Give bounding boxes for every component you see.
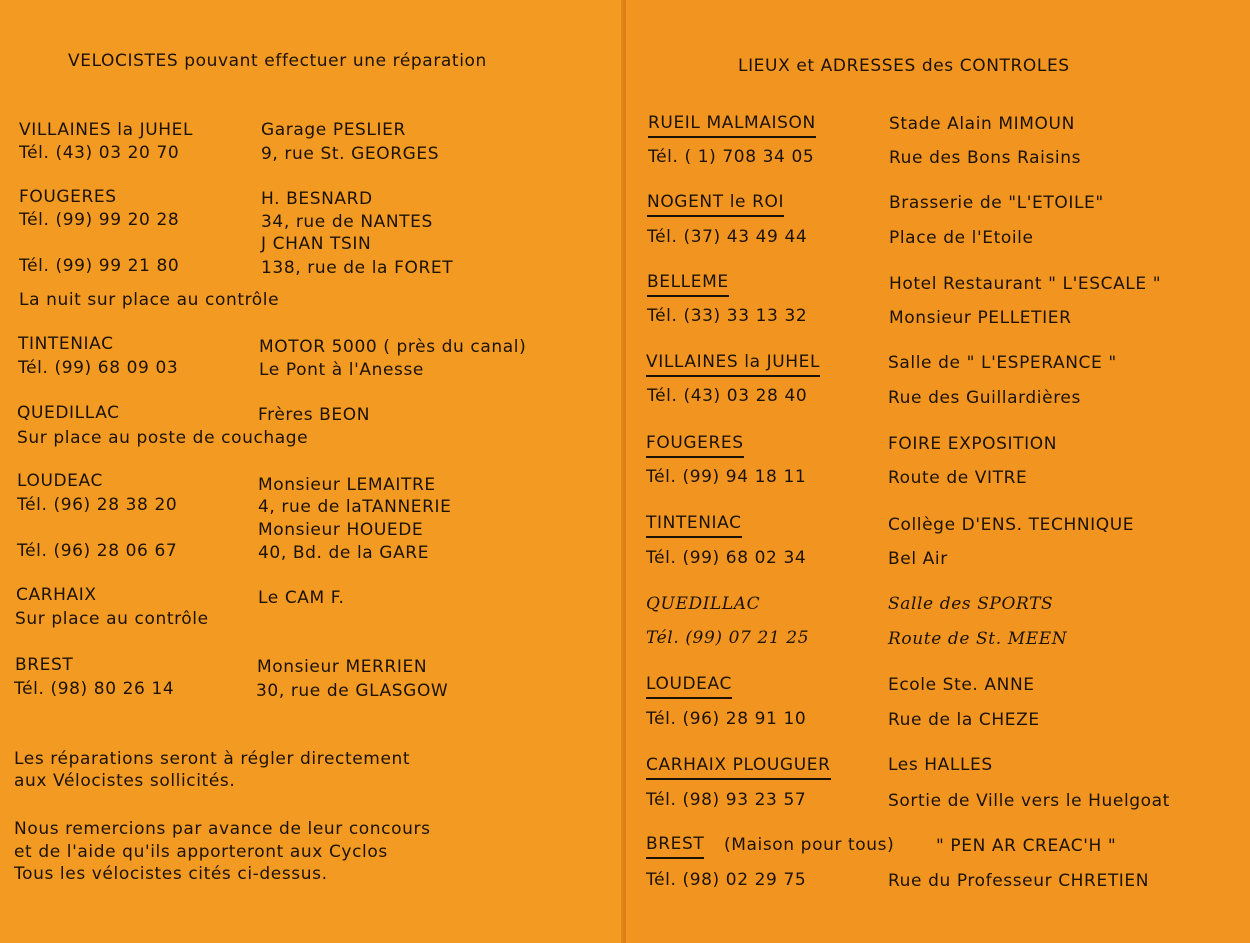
control-phone: Tél. (99) 94 18 11 xyxy=(646,467,807,487)
repairer-name: H. BESNARD xyxy=(261,189,373,209)
control-address: Route de VITRE xyxy=(888,468,1028,488)
control-place: Salle des SPORTS xyxy=(888,594,1054,614)
control-town: FOUGERES xyxy=(646,433,744,458)
control-place: Stade Alain MIMOUN xyxy=(889,114,1075,134)
control-phone: Tél. (33) 33 13 32 xyxy=(647,306,808,326)
control-town: NOGENT le ROI xyxy=(647,192,784,217)
control-place: " PEN AR CREAC'H " xyxy=(936,836,1117,856)
control-place: Ecole Ste. ANNE xyxy=(888,675,1035,695)
repairer-phone: Tél. (43) 03 20 70 xyxy=(19,143,180,163)
control-phone: Tél. (43) 03 28 40 xyxy=(647,386,808,406)
repairer-address: 40, Bd. de la GARE xyxy=(258,543,430,563)
control-town-suffix: (Maison pour tous) xyxy=(724,835,895,855)
control-town: LOUDEAC xyxy=(646,674,732,699)
control-town: QUEDILLAC xyxy=(646,594,761,614)
repair-town-fougeres: FOUGERES xyxy=(19,187,117,207)
repairer-phone: Tél. (99) 99 21 80 xyxy=(19,256,180,276)
repairer-name: Monsieur HOUEDE xyxy=(258,520,424,540)
control-phone: Tél. ( 1) 708 34 05 xyxy=(648,147,815,167)
control-place: FOIRE EXPOSITION xyxy=(888,434,1058,454)
repair-town-carhaix: CARHAIX xyxy=(16,585,97,605)
control-phone: Tél. (99) 68 02 34 xyxy=(646,548,807,568)
repairer-phone: Tél. (98) 80 26 14 xyxy=(14,679,175,699)
right-title: LIEUX et ADRESSES des CONTROLES xyxy=(738,56,1070,76)
repairer-phone: Tél. (99) 68 09 03 xyxy=(18,358,179,378)
repair-note: La nuit sur place au contrôle xyxy=(19,290,280,310)
control-address: Place de l'Etoile xyxy=(889,228,1034,248)
control-town: VILLAINES la JUHEL xyxy=(646,352,820,377)
repairer-name: Garage PESLIER xyxy=(261,120,406,140)
control-address: Monsieur PELLETIER xyxy=(889,308,1072,328)
repairer-name: Frères BEON xyxy=(258,405,371,425)
repair-note: Sur place au poste de couchage xyxy=(17,428,309,448)
repair-town-loudeac: LOUDEAC xyxy=(17,471,103,491)
repairer-phone: Tél. (99) 99 20 28 xyxy=(19,210,180,230)
repairer-name: Monsieur LEMAITRE xyxy=(258,475,436,495)
control-town: RUEIL MALMAISON xyxy=(648,113,816,138)
footer-line: Nous remercions par avance de leur concours xyxy=(14,819,431,839)
repairer-address: 9, rue St. GEORGES xyxy=(261,144,440,164)
control-place: Hotel Restaurant " L'ESCALE " xyxy=(889,274,1162,294)
control-address: Route de St. MEEN xyxy=(888,629,1068,649)
repair-town-villaines: VILLAINES la JUHEL xyxy=(19,120,194,140)
footer-line: Les réparations seront à régler directement xyxy=(14,749,411,769)
repair-note: Sur place au contrôle xyxy=(15,609,209,629)
control-place: Les HALLES xyxy=(888,755,993,775)
left-title: VELOCISTES pouvant effectuer une réparation xyxy=(68,51,487,71)
repairer-name: Monsieur MERRIEN xyxy=(257,657,428,677)
left-page xyxy=(0,0,624,943)
repairer-address: 4, rue de laTANNERIE xyxy=(258,497,452,517)
repairer-address: 30, rue de GLASGOW xyxy=(256,681,449,701)
repair-town-tinteniac: TINTENIAC xyxy=(18,334,114,354)
repairer-phone: Tél. (96) 28 06 67 xyxy=(17,541,178,561)
repair-town-brest: BREST xyxy=(15,655,74,675)
control-town: TINTENIAC xyxy=(646,513,742,538)
right-page xyxy=(626,0,1250,943)
control-town: BREST xyxy=(646,834,704,859)
repairer-name: Le CAM F. xyxy=(258,588,345,608)
control-phone: Tél. (98) 02 29 75 xyxy=(646,870,807,890)
control-place: Salle de " L'ESPERANCE " xyxy=(888,353,1117,373)
control-town: CARHAIX PLOUGUER xyxy=(646,755,831,780)
control-address: Rue des Bons Raisins xyxy=(889,148,1082,168)
footer-line: Tous les vélocistes cités ci-dessus. xyxy=(14,864,328,884)
control-address: Sortie de Ville vers le Huelgoat xyxy=(888,791,1170,811)
repairer-phone: Tél. (96) 28 38 20 xyxy=(17,495,178,515)
control-address: Bel Air xyxy=(888,549,948,569)
control-address: Rue du Professeur CHRETIEN xyxy=(888,871,1150,891)
control-address: Rue de la CHEZE xyxy=(888,710,1040,730)
repairer-address: 34, rue de NANTES xyxy=(261,212,433,232)
control-place: Brasserie de "L'ETOILE" xyxy=(889,193,1104,213)
control-phone: Tél. (37) 43 49 44 xyxy=(647,227,808,247)
control-address: Rue des Guillardières xyxy=(888,388,1081,408)
control-phone: Tél. (96) 28 91 10 xyxy=(646,709,807,729)
repairer-address: Le Pont à l'Anesse xyxy=(259,360,424,380)
repairer-name: J CHAN TSIN xyxy=(261,234,372,254)
footer-line: et de l'aide qu'ils apporteront aux Cyclos xyxy=(14,842,388,862)
control-place: Collège D'ENS. TECHNIQUE xyxy=(888,515,1135,535)
repairer-address: 138, rue de la FORET xyxy=(261,258,454,278)
control-phone: Tél. (98) 93 23 57 xyxy=(646,790,807,810)
repairer-name: MOTOR 5000 ( près du canal) xyxy=(259,337,527,357)
footer-line: aux Vélocistes sollicités. xyxy=(14,771,236,791)
control-phone: Tél. (99) 07 21 25 xyxy=(646,628,810,648)
repair-town-quedillac: QUEDILLAC xyxy=(17,403,120,423)
control-town: BELLEME xyxy=(647,272,729,297)
